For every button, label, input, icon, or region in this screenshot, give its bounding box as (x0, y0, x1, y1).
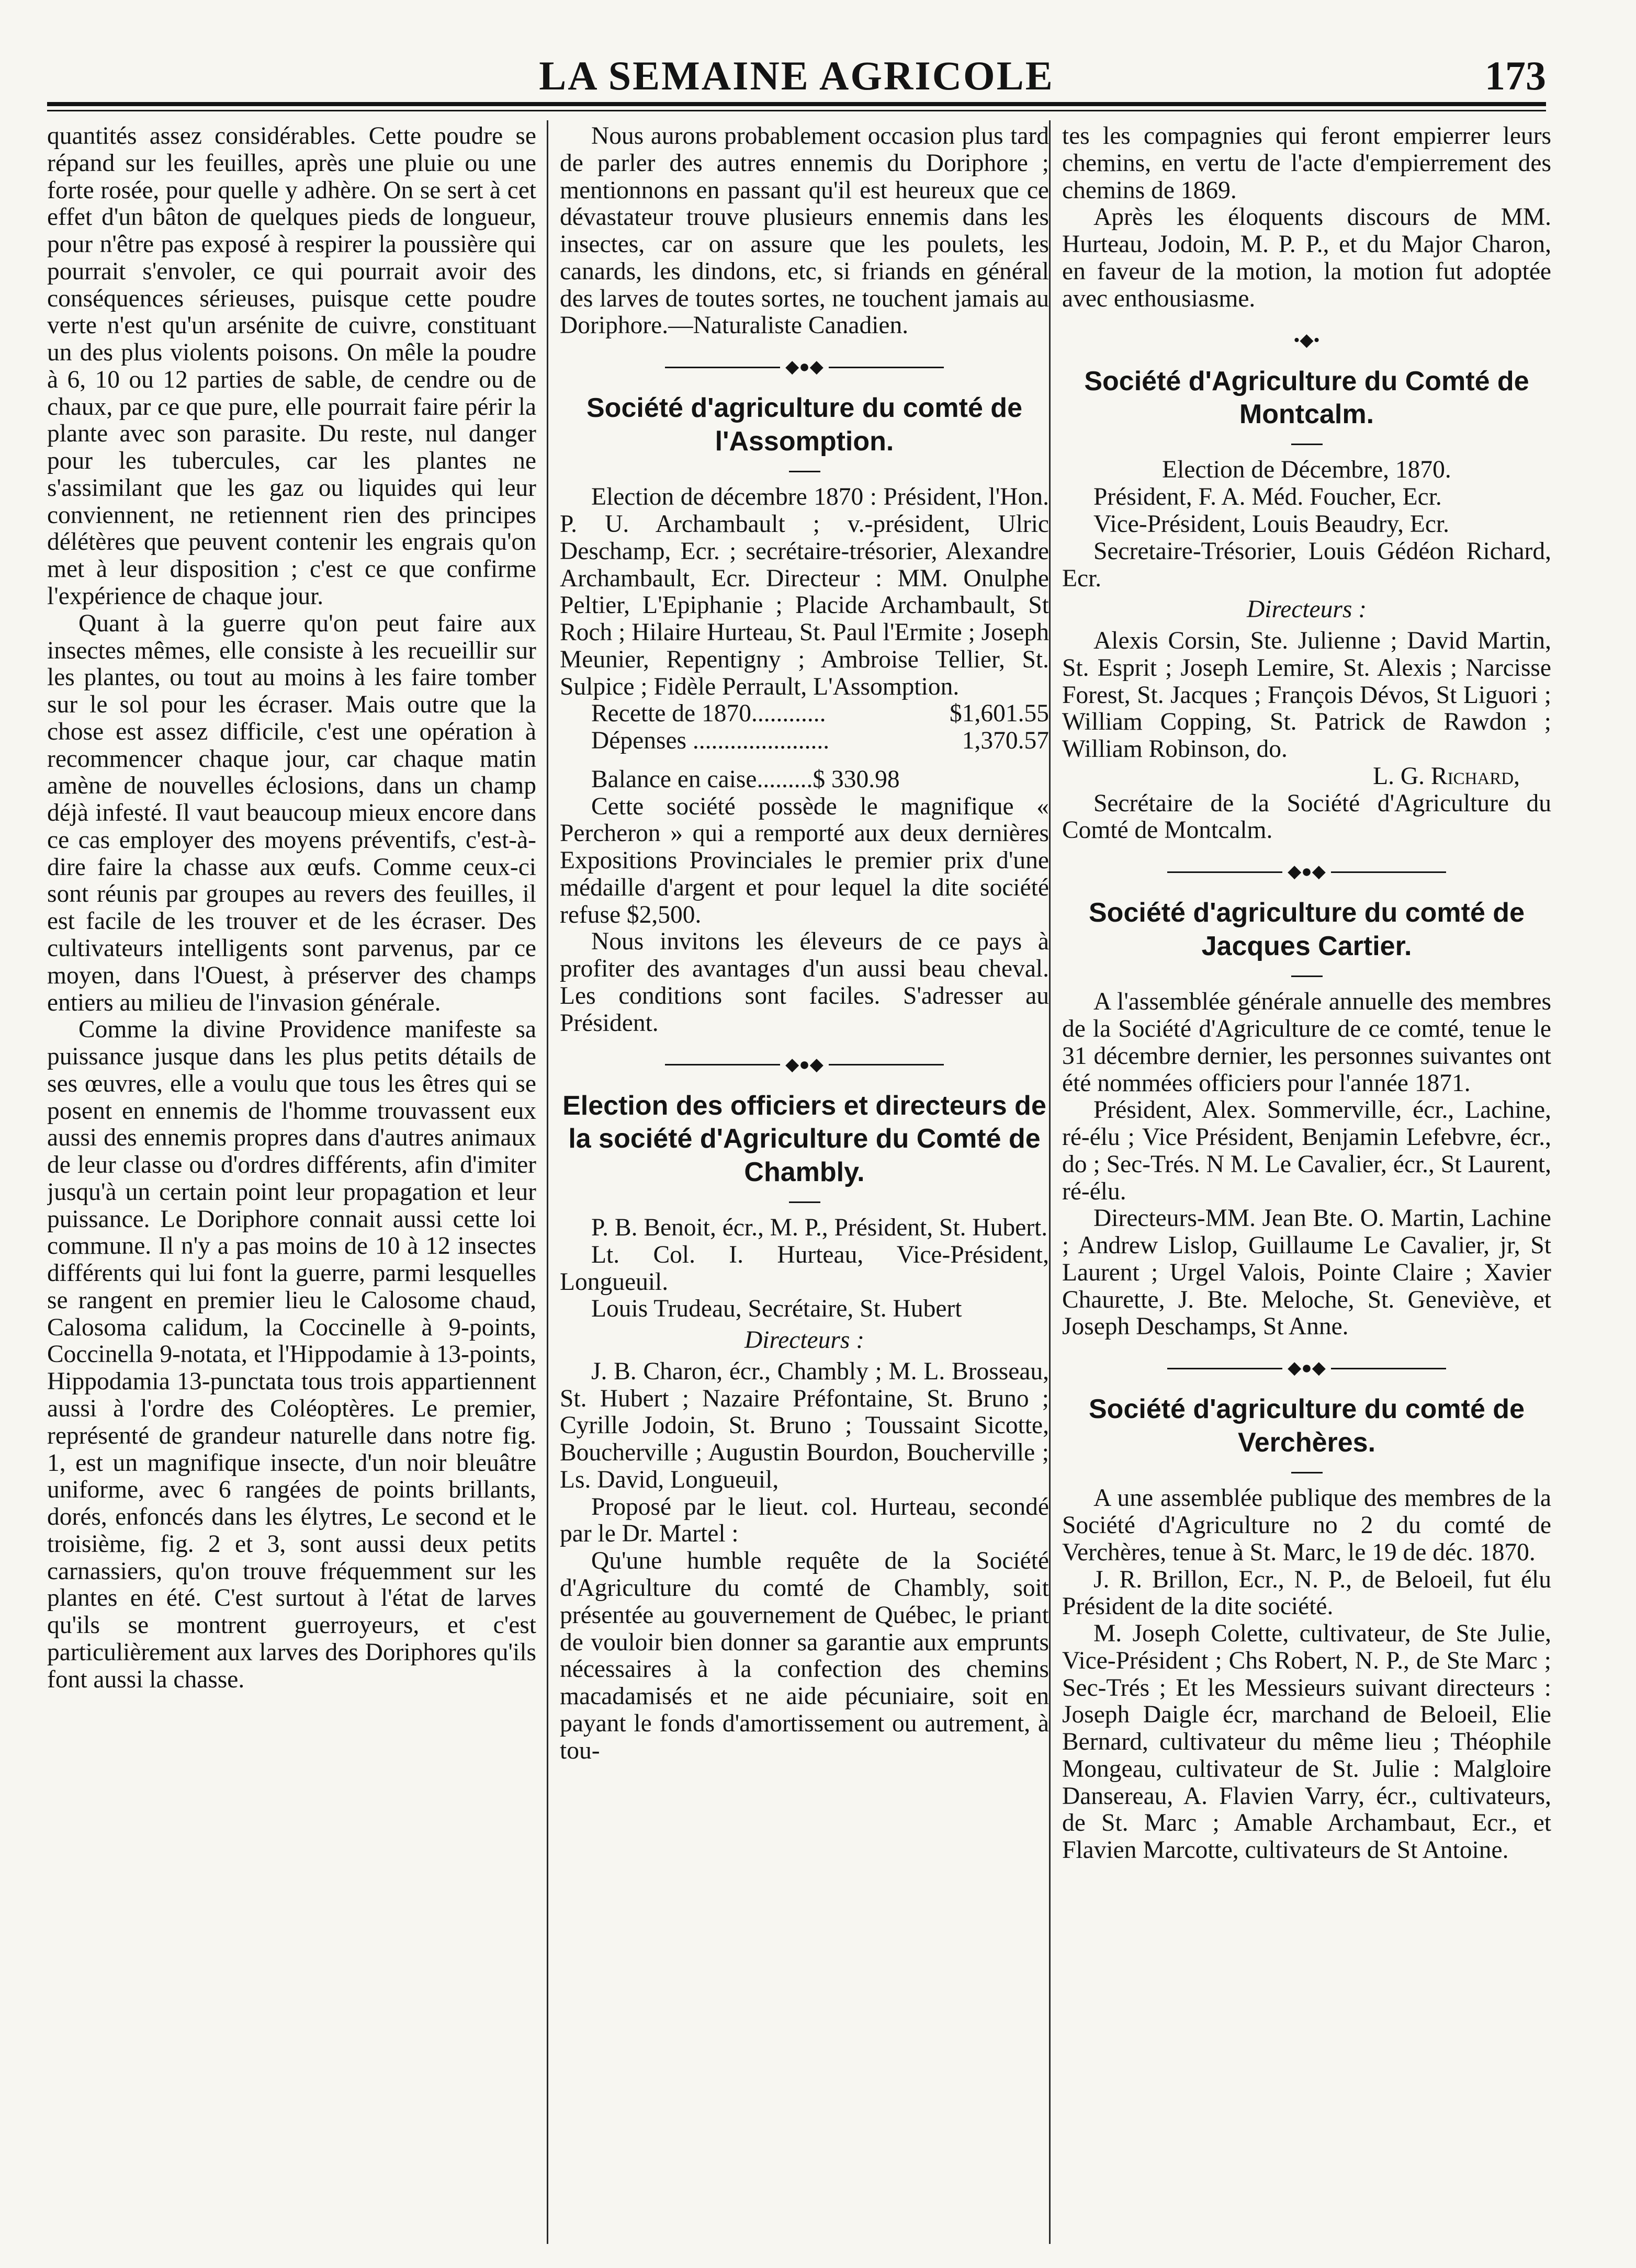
article-paragraph: quantités assez considérables. Cette poudre se répand sur les feuilles, après une pluie ou une forte rosée, pour quelle y adhère. On se sert à cet effet d'un bâton de quelques pieds de longueur, pour n'être pas exposé à respirer la poussière qui pourrait s'envoler, ce qui pourrait avoir des conséquences sérieuses, puisque cette poudre verte n'est qu'un arsénite de cuivre, constituant un des plus violents poisons. On mêle la poudre à 6, 10 ou 12 parties de sable, de cendre ou de chaux, par ce que pure, elle pourrait faire périr la plante avec son parasite. Du reste, nul danger pour les tubercules, car les plantes ne s'assimilant que les gaz ou liquides qui leur conviennent, ne retiennent rien des principes délétères que peuvent contenir les engrais qu'on met à leur disposition ; c'est ce que confirme l'expérience de chaque jour. (47, 123, 536, 610)
header-rule-thin (47, 110, 1546, 111)
article-paragraph: Cette société possède le magnifique « Percheron » qui a remporté aux deux dernières Expositions Provinciales le premier prix d'une médaille d'argent et pour lequel la dite société refuse $2,500. (560, 792, 1049, 928)
column-3 (1062, 123, 1551, 2241)
short-rule (789, 471, 820, 472)
officer-line: Lt. Col. I. Hurteau, Vice-Président, Longueuil. (560, 1241, 1049, 1296)
ledger-label: Recette de 1870............ (591, 700, 826, 728)
section-heading: Société d'agriculture du comté de Verchères. (1089, 1394, 1525, 1458)
article-paragraph: Après les éloquents discours de MM. Hurteau, Jodoin, M. P. P., et du Major Charon, en faveur de la motion, la motion fut adoptée avec enthousiasme. (1062, 203, 1551, 312)
article-paragraph: Alexis Corsin, Ste. Julienne ; David Martin, St. Esprit ; Joseph Lemire, St. Alexis ; Narcisse Forest, St. Jacques ; François Dévos, St Liguori ; William Copping, St. Patrick de Rawdon ; William Robinson, do. (1062, 627, 1551, 763)
article-paragraph: Proposé par le lieut. col. Hurteau, secondé par le Dr. Martel : (560, 1493, 1049, 1548)
officer-line: Vice-Président, Louis Beaudry, Ecr. (1093, 510, 1449, 538)
section-heading: Election des officiers et directeurs de la société d'Agriculture du Comté de Chambly. (562, 1090, 1046, 1187)
officer-line: Secretaire-Trésorier, Louis Gédéon Richard, Ecr. (1062, 537, 1551, 592)
ledger-value: $1,601.55 (950, 700, 1049, 728)
ledger-row (560, 728, 1049, 755)
officer-line: Président, F. A. Méd. Foucher, Ecr. (1093, 483, 1442, 511)
signature: L. G. Richard, (1373, 762, 1520, 790)
article-paragraph: Comme la divine Providence manifeste sa puissance jusque dans les plus petits détails de ses œuvres, elle a voulu que tous les êtres qui se posent en ennemis de l'homme trouvassent eux aussi des ennemis propres dans d'autres animaux de leur classe ou d'ordres différents, afin d'imiter jusqu'à un certain point leur propagation et leur puissance. Le Doriphore connait aussi cette loi commune. Il n'y a pas moins de 10 à 12 insectes différents qui lui font la guerre, parmi lesquelles se rangent en premier lieu le Calosome chaud, Calosoma calidum, la Coccinelle à 9-points, Coccinella 9-notata, et l'Hippodamie à 13-points, Hippodamia 13-punctata tous trois appartiennent aussi à l'ordre des Coléoptères. Le premier, représenté de grandeur naturelle dans notre fig. 1, est un magnifique insecte, d'un noir bleuâtre uniforme, avec 6 rangées de points brillants, dorés, enfoncés dans les élytres, Le second et le troisième, fig. 2 et 3, sont aussi deux petits carnassiers, qu'on trouve fréquemment sur les plantes en été. C'est surtout à l'état de larves qu'ils se montrent guerroyeurs, et c'est particulièrement aux larves des Doriphores qu'ils font aussi la chasse. (47, 1016, 536, 1693)
short-rule (789, 1201, 820, 1203)
subheading-directeurs: Directeurs : (1246, 596, 1367, 623)
section-ornament: ◆●◆ (560, 357, 1049, 376)
section-heading: Société d'agriculture du comté de l'Assomption. (586, 393, 1022, 457)
ledger-row (560, 700, 1049, 728)
ledger-label: Dépenses ...................... (591, 727, 830, 755)
article-paragraph: Quant à la guerre qu'on peut faire aux insectes mêmes, elle consiste à les recueillir sur les plantes, ou tout au moins à les faire tomber sur le sol pour les écraser. Mais outre que la chose est assez difficile, c'est une opération à recommencer chaque jour, car chaque matin amène de nouvelles éclosions, dans un champ déjà infesté. Il vaut beaucoup mieux encore dans ce cas employer des moyens préventifs, c'est-à-dire faire la chasse aux œufs. Comme ceux-ci sont réunis par groupes au revers des feuilles, il est facile de les trouver et de les écraser. Des cultivateurs intelligents sont parvenus, par ce moyen, dans l'Ouest, à préserver des champs entiers au milieu de l'invasion générale. (47, 609, 536, 1016)
officer-line: Louis Trudeau, Secrétaire, St. Hubert (591, 1295, 962, 1323)
short-rule (1291, 444, 1323, 445)
article-paragraph: Secrétaire de la Société d'Agriculture du Comté de Montcalm. (1062, 789, 1551, 844)
column-1 (47, 123, 536, 2241)
short-rule (1291, 976, 1323, 977)
column-2 (560, 123, 1049, 2241)
article-paragraph: Qu'une humble requête de la Société d'Agriculture du comté de Chambly, soit présentée au gouvernement de Québec, le priant de vouloir bien donner sa garantie aux emprunts nécessaires à la confection des chemins macadamisés et ne aide pécuniaire, soit en payant le fonds d'amortissement ou autrement, à tou- (560, 1547, 1049, 1764)
section-ornament: ◆●◆ (1062, 862, 1551, 881)
section-ornament: •◆• (1293, 330, 1320, 350)
column-divider (1049, 120, 1051, 2244)
article-paragraph: J. B. Charon, écr., Chambly ; M. L. Brosseau, St. Hubert ; Nazaire Préfontaine, St. Bruno ; Cyrille Jodoin, St. Bruno ; Toussaint Sicotte, Boucherville ; Augustin Bourdon, Boucherville ; Ls. David, Longueuil, (560, 1357, 1049, 1493)
ledger-value: 1,370.57 (962, 727, 1049, 755)
article-paragraph: Directeurs-MM. Jean Bte. O. Martin, Lachine ; Andrew Lislop, Guillaume Le Cavalier, jr, St Laurent ; Urgel Valois, Pointe Claire ; Xavier Chaurette, J. Bte. Meloche, St. Geneviève, et Joseph Deschamps, St Anne. (1062, 1205, 1551, 1341)
column-divider (547, 120, 548, 2244)
article-paragraph: tes les compagnies qui feront empierrer leurs chemins, en vertu de l'acte d'empierrement des chemins de 1869. (1062, 123, 1551, 204)
subheading-directeurs: Directeurs : (744, 1326, 865, 1354)
section-ornament: ◆●◆ (560, 1055, 1049, 1074)
balance-line: Balance en caise.........$ 330.98 (591, 765, 900, 793)
publication-title: LA SEMAINE AGRICOLE (539, 53, 1054, 98)
header-rule (47, 102, 1546, 106)
article-paragraph: Nous aurons probablement occasion plus tard de parler des autres ennemis du Doriphore ; mentionnons en passant qu'il est heureux que ce dévastateur trouve plusieurs ennemis dans les insectes, car on assure que les poulets, les canards, les dindons, etc, si friands en général des larves de toutes sortes, ne touchent jamais au Doriphore.—Naturaliste Canadien. (560, 123, 1049, 339)
article-paragraph: J. R. Brillon, Ecr., N. P., de Beloeil, fut élu Président de la dite société. (1062, 1566, 1551, 1620)
article-paragraph: M. Joseph Colette, cultivateur, de Ste Julie, Vice-Président ; Chs Robert, N. P., de Ste Marc ; Sec-Trés ; Et les Messieurs suivant directeurs : Joseph Daigle écr, marchand de Beloeil, Elie Bernard, cultivateur du même lieu ; Théophile Mongeau, cultivateur de St. Julie : Malgloire Dansereau, A. Flavien Varry, écr., cultivateurs, de St. Marc ; Amable Archambaut, Ecr., et Flavien Marcotte, cultivateurs de St Antoine. (1062, 1620, 1551, 1864)
election-date: Election de Décembre, 1870. (1162, 456, 1451, 484)
election-text: Election de décembre 1870 : Président, l'Hon. P. U. Archambault ; v.-président, Ulric Deschamp, Ecr. ; secrétaire-trésorier, Alexandre Archambault, Ecr. Directeur : MM. Onulphe Peltier, L'Epiphanie ; Placide Archambault, St Roch ; Hilaire Hurteau, St. Paul l'Ermite ; Joseph Meunier, Repentigny ; Ambroise Tellier, St. Sulpice ; Fidèle Perrault, L'Assomption. (560, 483, 1049, 700)
article-paragraph: Président, Alex. Sommerville, écr., Lachine, ré-élu ; Vice Président, Benjamin Lefebvre, écr., do ; Sec-Trés. N M. Le Cavalier, écr., St Laurent, ré-élu. (1062, 1096, 1551, 1205)
article-paragraph: Nous invitons les éleveurs de ce pays à profiter des avantages d'un aussi beau cheval. Les conditions sont faciles. S'adresser au Président. (560, 928, 1049, 1037)
section-heading: Société d'Agriculture du Comté de Montcalm. (1084, 366, 1529, 429)
short-rule (1291, 1472, 1323, 1473)
page-number: 173 (1485, 53, 1546, 98)
section-heading: Société d'agriculture du comté de Jacques Cartier. (1089, 898, 1525, 961)
article-paragraph: A l'assemblée générale annuelle des membres de la Société d'Agriculture de ce comté, tenue le 31 décembre dernier, les personnes suivantes ont été nommées officiers pour l'année 1871. (1062, 988, 1551, 1097)
section-ornament: ◆●◆ (1062, 1358, 1551, 1377)
article-paragraph: A une assemblée publique des membres de la Société d'Agriculture no 2 du comté de Verchères, tenue à St. Marc, le 19 de déc. 1870. (1062, 1484, 1551, 1566)
officer-line: P. B. Benoit, écr., M. P., Président, St. Hubert. (591, 1214, 1048, 1242)
